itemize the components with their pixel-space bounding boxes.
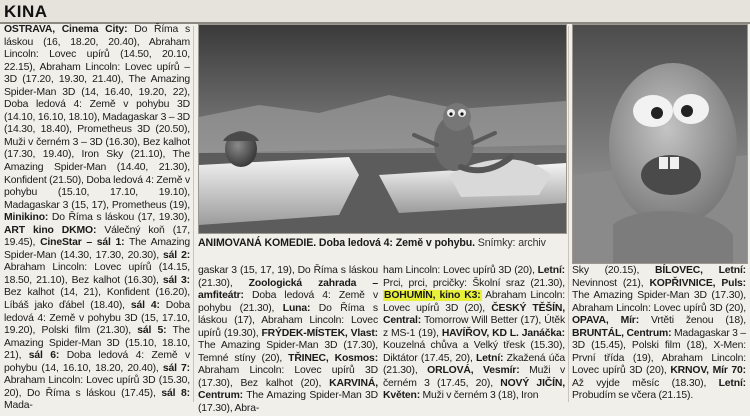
listings-column-4: [572, 265, 746, 401]
caption-title: ANIMOVANÁ KOMEDIE. Doba ledová 4: Země v pohybu.: [198, 237, 475, 249]
venue-name: Letní:: [475, 352, 504, 364]
venue-name: OSTRAVA, Cinema City:: [4, 24, 128, 35]
highlighted-venue: BOHUMÍN, kino K3:: [384, 290, 481, 302]
listing-text: Mada-: [4, 400, 33, 412]
listing-text: Abraham Lincoln: Lovec upírů (14.15, 18.50, 21.10), Bez kalhot (16.30),: [4, 262, 190, 286]
scrat-photo-illustration: [199, 25, 566, 233]
listing-text: Doba ledová 4: Země v pohybu 3D (15, 17.10, 19.20), Polski film (21.30),: [4, 300, 190, 337]
ice-age-sid-closeup-photo: [572, 24, 748, 264]
listing-text: Abraham Lincoln: Lovec upírů 3D (17.30), Bez kalhot (20),: [198, 365, 378, 389]
listing-text: gaskar 3 (15, 17, 19), Do Říma s láskou (21.30),: [198, 265, 378, 289]
listing-text: Abraham Lincoln: Lovec upírů 3D (15.30, 20), Do Říma s láskou (17.45),: [4, 375, 190, 399]
venue-name: sál 6:: [28, 350, 60, 362]
listing-text: Do Říma s láskou (16, 18.20, 20.40), Abraham Lincoln: Lovec upírů (14.50, 20.10, 22.15), Abraham Lincoln: Lovec upírů – 3D (17.20, 19.30, 21.40), The Amazing Spider-Man 3D (14, 16.40, 19.20, 22), Doba ledová 4: Země v pohybu 3D (14.10, 16.10, 18.10), Madagaskar 3 – 3D (14.30, 18.40), Prometheus 3D (20.50), Muži v černém 3 – 3D (16.30), Bez kalhot (17.30, 19.40), Iron Sky (21.10), The Amazing Spider-Man (14.40, 21.30), Konfident (21.50), Doba ledová 4: Země v pohybu (15.10, 17.10, 19.10), Madagaskar 3 (15, 17), Prometheus (19),: [4, 24, 190, 211]
listing-text: The Amazing Spider-Man 3D (15.10, 18.10, 21),: [4, 325, 190, 362]
venue-name: Zoologická zahrada – amfiteátr:: [198, 277, 378, 302]
venue-name: sál 2:: [163, 249, 191, 261]
venue-name: TŘINEC, Kosmos:: [288, 352, 378, 364]
venue-name: NOVÝ JIČÍN, Květen:: [383, 377, 565, 402]
column-divider: [568, 26, 569, 402]
listing-text: Válečný koň (17, 19.45),: [4, 224, 190, 249]
listing-text: Bez kalhot (14, 21), Konfident (16.20), Líbáš jako ďábel (18.40),: [4, 287, 190, 312]
listing-paragraph: [383, 265, 565, 403]
venue-name: Minikino:: [4, 212, 49, 224]
listing-text: Zkažená úča (21.30),: [383, 352, 565, 377]
venue-name: KOPŘIVNICE, Puls:: [649, 277, 746, 289]
venue-name: HAVÍŘOV, KD L. Janáčka:: [441, 327, 565, 339]
column-divider: [193, 26, 194, 402]
ice-age-scrat-acorn-photo: [198, 24, 567, 234]
venue-name: BÍLOVEC, Letní:: [654, 265, 746, 276]
listing-text: Sky (20.15),: [572, 265, 655, 276]
venue-name: sál 5:: [137, 325, 167, 337]
listing-text: Tomorrow Will Better (17), Útěk z MS-1 (19),: [383, 315, 565, 339]
listing-text: Až vyjde měsíc (18.30),: [572, 377, 719, 389]
listing-text: The Amazing Spider-Man (14.30, 17.30, 20.30),: [4, 237, 190, 261]
venue-name: CineStar – sál 1:: [40, 237, 125, 249]
listing-text: Doba ledová 4: Země v pohybu (21.30),: [198, 290, 378, 314]
listing-text: Abraham Lincoln: Lovec upírů 3D (20),: [383, 290, 565, 314]
section-title: KINA: [4, 2, 48, 21]
venue-name: FRÝDEK-MÍSTEK, Vlast:: [261, 327, 378, 339]
listing-text: The Amazing Spider-Man 3D (17.30), Temné stíny (20),: [198, 340, 378, 364]
venue-name: sál 3:: [162, 274, 190, 286]
listing-text: Doba ledová 4: Země v pohybu (14, 16.10, 18.20, 20.40),: [4, 350, 190, 374]
venue-name: Luna:: [282, 302, 311, 314]
listing-text: Vrtěti ženou (18),: [639, 315, 746, 327]
venue-name: sál 7:: [162, 362, 190, 374]
venue-name: KARVINÁ, Centrum:: [198, 377, 378, 402]
listing-text: Madagaskar 3 – 3D (15.45), Polski film (18), X-Men: První třída (19), Abraham Lincoln: Lovec upírů 3D (20),: [572, 327, 746, 377]
venue-name: ČESKÝ TĚŠÍN, Central:: [383, 302, 565, 327]
venue-name: Letní:: [537, 265, 565, 276]
listing-text: Do Říma s láskou (17, 19.30),: [48, 212, 190, 224]
venue-name: BRUNTÁL, Centrum:: [572, 327, 672, 339]
listing-paragraph: [572, 265, 746, 403]
venue-name: ART kino DKMO:: [4, 224, 97, 236]
listing-text: Muži v černém 3 (17.45, 20),: [383, 365, 566, 389]
listing-text: Probudím se včera (21.15).: [572, 390, 694, 402]
listings-column-3: [383, 265, 565, 401]
venue-name: OPAVA, Mír:: [572, 315, 640, 327]
listing-text: Nevinnost (21),: [572, 277, 650, 289]
listing-text: Muži v černém 3 (18), Iron: [420, 390, 539, 402]
sid-photo-illustration: [573, 25, 747, 263]
section-header: [0, 0, 750, 23]
listing-text: Kouzelná chůva a Velký třesk (15.30), Diktátor (17.45, 20),: [383, 340, 565, 364]
listing-text: The Amazing Spider-Man 3D (17.30), Abra-: [198, 390, 378, 415]
listing-text: Prci, prci, prcičky: Školní sraz (21.30),: [383, 277, 565, 289]
venue-name: KRNOV, Mír 70:: [670, 365, 746, 377]
photo-caption: [198, 237, 565, 250]
venue-name: sál 4:: [130, 300, 160, 312]
venue-name: ORLOVÁ, Vesmír:: [427, 365, 520, 377]
listings-column-1: [4, 24, 191, 412]
listing-paragraph: [4, 24, 190, 413]
listing-text: Do Říma s láskou (17), Abraham Lincoln: Lovec upírů (19.30),: [198, 302, 378, 339]
listing-paragraph: [198, 265, 378, 416]
caption-credit: Snímky: archiv: [477, 237, 546, 249]
listing-text: The Amazing Spider-Man 3D (17.30), Abraham Lincoln: Lovec upírů 3D (20),: [572, 290, 746, 314]
listings-column-2: [198, 265, 378, 415]
venue-name: Letní:: [718, 377, 746, 389]
venue-name: sál 8:: [161, 387, 190, 399]
listing-text: ham Lincoln: Lovec upírů 3D (20),: [383, 265, 538, 276]
